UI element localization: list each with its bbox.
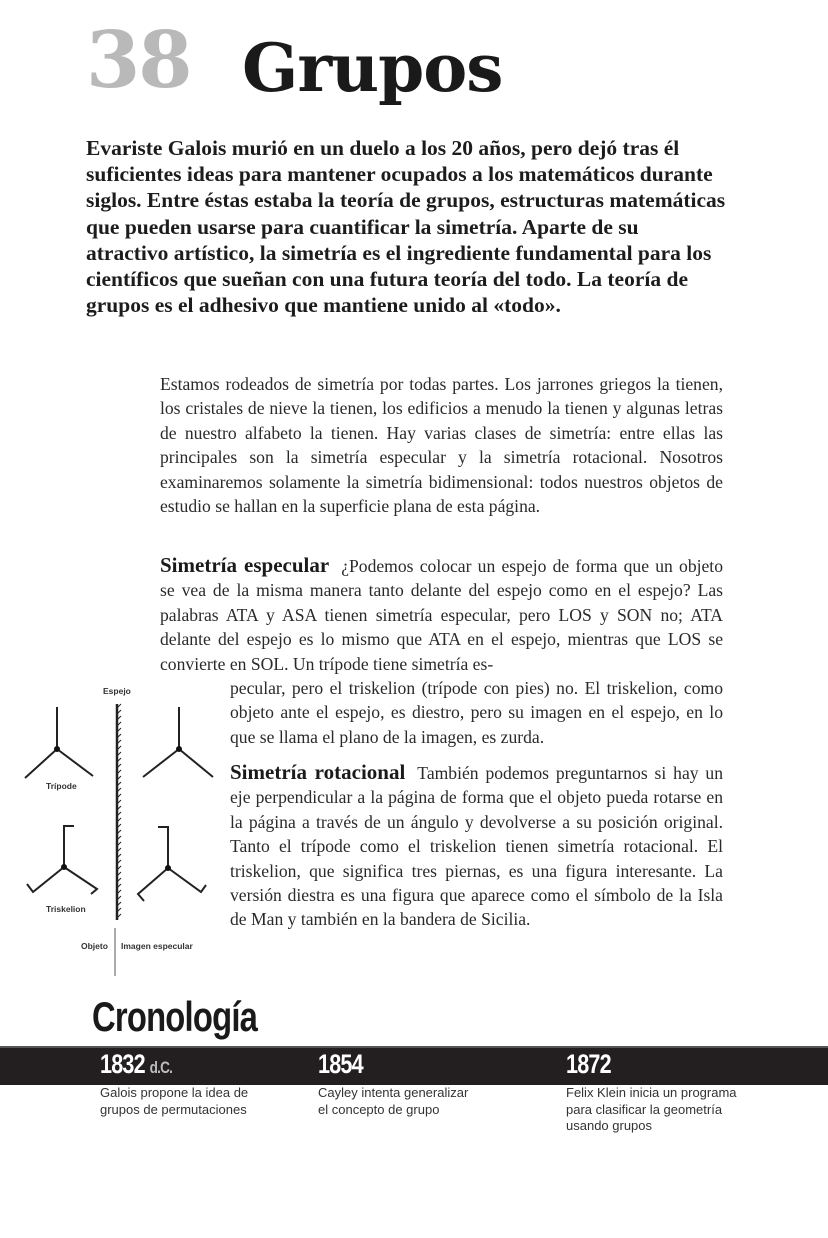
event-line: usando grupos [566,1118,653,1133]
body-paragraph-mirror-cont: pecular, pero el triskelion (trípode con pies) no. El triskelion, como objeto ante el espejo, es diestro, pero su imagen en el espejo, en lo que se llama el plano de la imagen, es zurda. [230,678,723,747]
mirror-label: Espejo [103,686,131,696]
era-label: d.C. [149,1058,173,1077]
intro-paragraph: Evariste Galois murió en un duelo a los 20 años, pero dejó tras él suficientes ideas para mantener ocupados a los matemáticos durante siglos. Entre éstas estaba la teoría de grupos, estructuras matemáticas que pueden usarse para cuantificar la simetría. Aparte de su atractivo artístico, la simetría es el ingrediente fundamental para los científicos que sueñan con una futura teoría del todo. La teoría de grupos es el adhesivo que mantiene unido al «todo». [86,136,726,318]
timeline-year-1832 [100,1046,172,1086]
timeline-event-1872 [566,1085,737,1135]
body-paragraph-rotation [230,760,723,932]
year-value: 1854 [318,1049,363,1079]
mirror-image-label: Imagen especular [121,941,193,951]
event-line: para clasificar la geometría [566,1101,723,1117]
tripod-label: Trípode [46,781,77,791]
event-line: grupos de permutaciones [100,1101,247,1117]
event-line: Galois propone la idea de [100,1085,249,1100]
tripod-object [25,707,93,778]
timeline-event-1854 [318,1085,468,1118]
tripod-image [143,707,213,777]
mirror-symmetry-heading: Simetría especular [160,553,330,577]
chapter-number: 38 [86,15,191,106]
mirror-symmetry-text: ¿Podemos colocar un espejo de forma que un objeto se vea de la misma manera tanto delante del espejo como en el espejo? Las palabras ATA y ASA tienen simetría especular, pero LOS y SON no; ATA delante del espejo es lo mismo que ATA en el espejo, mientras que LOS se convierte en SOL. Un trípode tiene simetría es- [160,556,723,674]
triskelion-object [27,826,97,894]
rotational-symmetry-heading: Simetría rotacional [230,760,406,784]
timeline-year-1872 [566,1046,611,1083]
year-value: 1872 [566,1049,611,1079]
body-paragraph-mirror [160,553,723,676]
triskelion-label: Triskelion [46,904,86,914]
timeline-year-1854 [318,1046,363,1083]
timeline-title: Cronología [92,993,258,1040]
triskelion-image [138,827,206,901]
mirror-symmetry-figure [15,680,215,980]
event-line: Cayley intenta generalizar [318,1085,469,1100]
mirror-line [117,704,121,920]
timeline-event-1832 [100,1085,248,1118]
chapter-title: Grupos [242,29,503,107]
rotational-symmetry-text: También podemos preguntarnos si hay un eje perpendicular a la página de forma que el objeto pueda rotarse en la página a través de un ángulo y devolverse a su posición original. Tanto el trípode como el triskelion tienen simetría rotacional. El triskelion, que significa tres piernas, es una figura interesante. La versión diestra es una figura que aparece como el símbolo de la Isla de Man y también en la bandera de Sicilia. [230,763,723,930]
year-value: 1832 [100,1049,145,1079]
figure-drawing [15,680,215,980]
body-paragraph-symmetry: Estamos rodeados de simetría por todas partes. Los jarrones griegos la tienen, los cristales de nieve la tienen, los edificios a menudo la tienen y algunas letras de nuestro alfabeto la tienen. Hay varias clases de simetría: entre ellas las principales son la simetría especular y la simetría rotacional. Nosotros examinaremos solamente la simetría bidimensional: todos nuestros objetos de estudio se hallan en la superficie plana de esta página. [160,374,723,517]
object-label: Objeto [81,941,108,951]
event-line: el concepto de grupo [318,1101,440,1117]
event-line: Felix Klein inicia un programa [566,1085,737,1100]
